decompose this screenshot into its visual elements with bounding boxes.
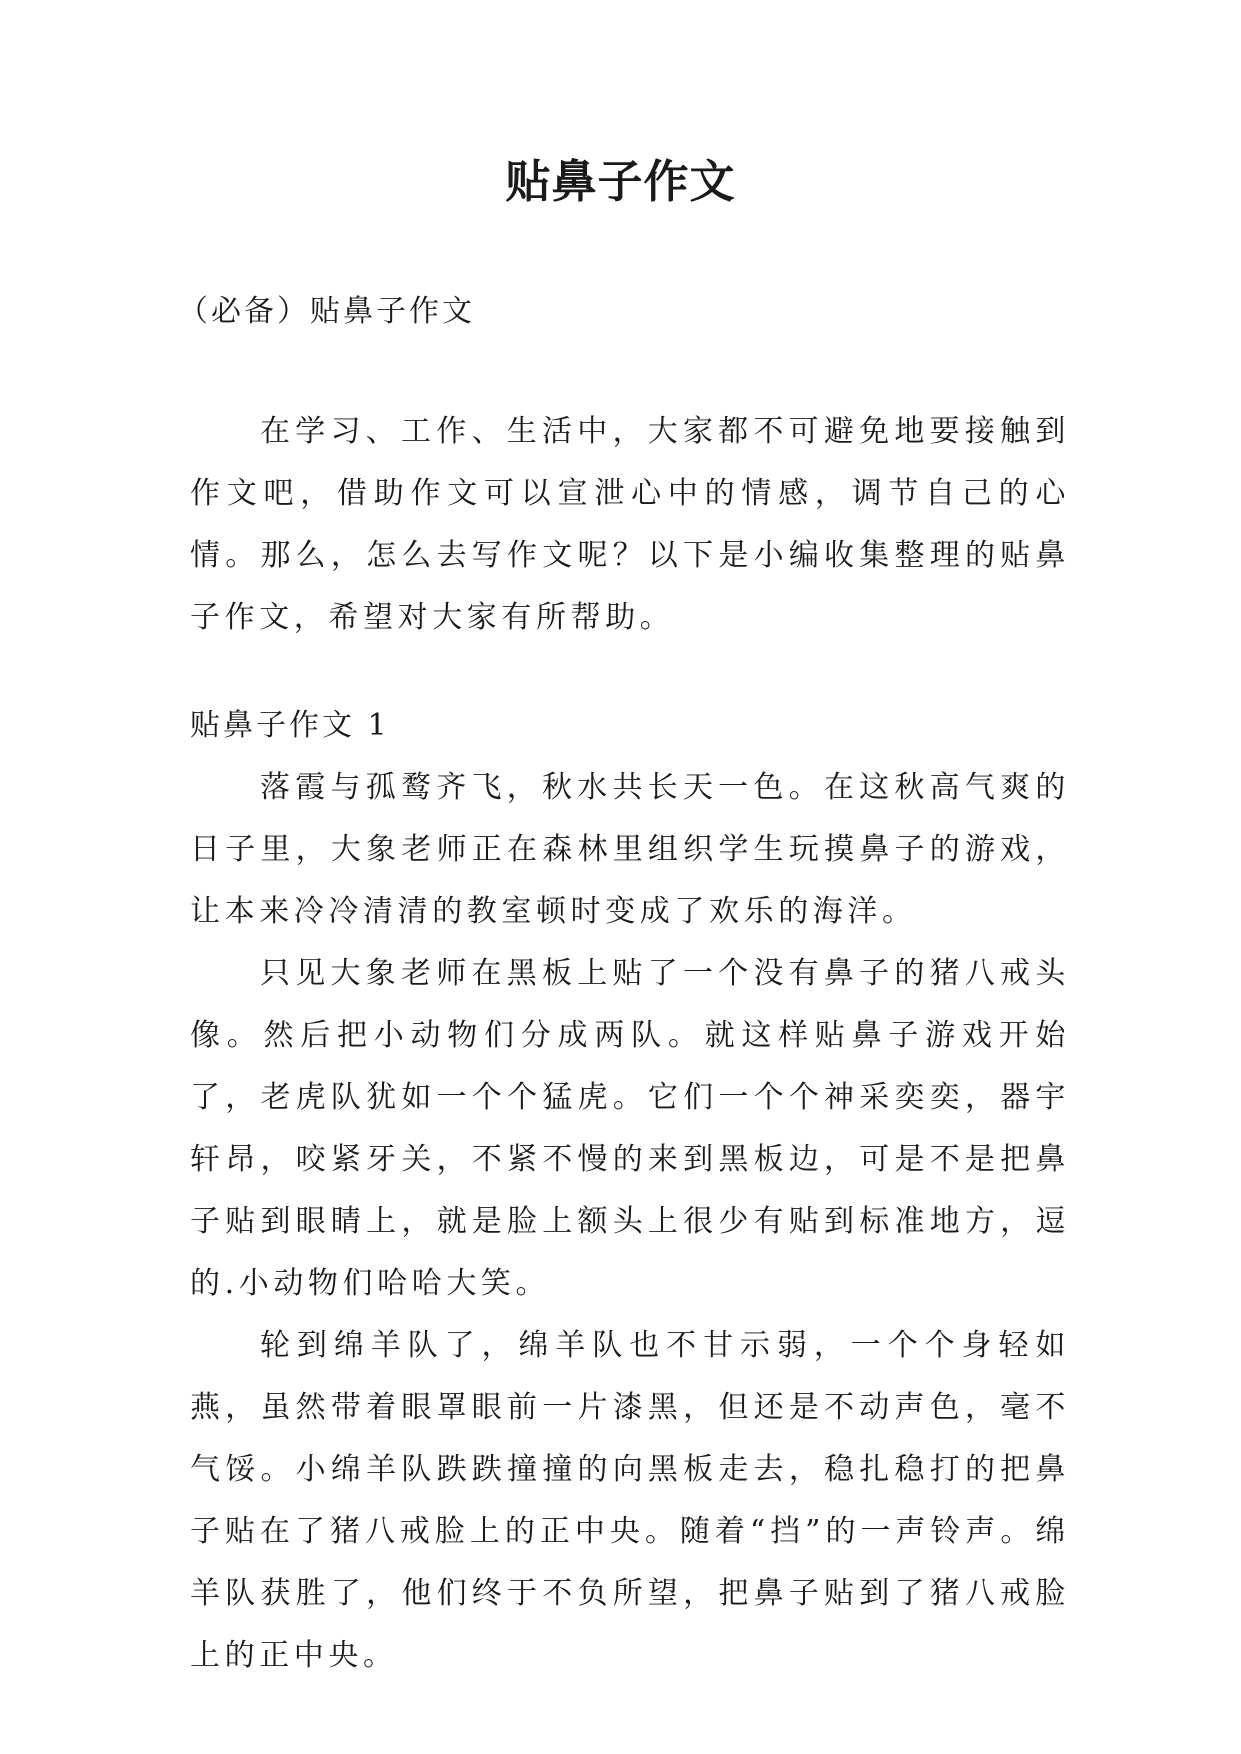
intro-paragraph: 在学习、工作、生活中，大家都不可避免地要接触到作文吧，借助作文可以宣泄心中的情感，调节自己的心情。那么，怎么去写作文呢？以下是小编收集整理的贴鼻子作文，希望对大家有所帮助。 bbox=[190, 414, 1070, 635]
essay-section bbox=[190, 695, 1070, 1687]
section-heading: 贴鼻子作文 1 bbox=[190, 708, 390, 743]
essay-paragraph-1: 落霞与孤鹜齐飞，秋水共长天一色。在这秋高气爽的日子里，大象老师正在森林里组织学生玩摸鼻子的游戏，让本来冷冷清清的教室顿时变成了欢乐的海洋。 bbox=[190, 770, 1070, 929]
essay-paragraph-3: 轮到绵羊队了，绵羊队也不甘示弱，一个个身轻如燕，虽然带着眼罩眼前一片漆黑，但还是不动声色，毫不气馁。小绵羊队跌跌撞撞的向黑板走去，稳扎稳打的把鼻子贴在了猪八戒脸上的正中央。随着“挡”的一声铃声。绵羊队获胜了，他们终于不负所望，把鼻子贴到了猪八戒脸上的正中央。 bbox=[190, 1328, 1070, 1673]
document-title: 贴鼻子作文 bbox=[505, 155, 736, 208]
essay-paragraph-2: 只见大象老师在黑板上贴了一个没有鼻子的猪八戒头像。然后把小动物们分成两队。就这样贴鼻子游戏开始了，老虎队犹如一个个猛虎。它们一个个神采奕奕，器宇轩昂，咬紧牙关，不紧不慢的来到黑板边，可是不是把鼻子贴到眼睛上，就是脸上额头上很少有贴到标准地方，逗的.小动物们哈哈大笑。 bbox=[190, 956, 1070, 1301]
document-subtitle: （必备）贴鼻子作文 bbox=[178, 294, 475, 329]
